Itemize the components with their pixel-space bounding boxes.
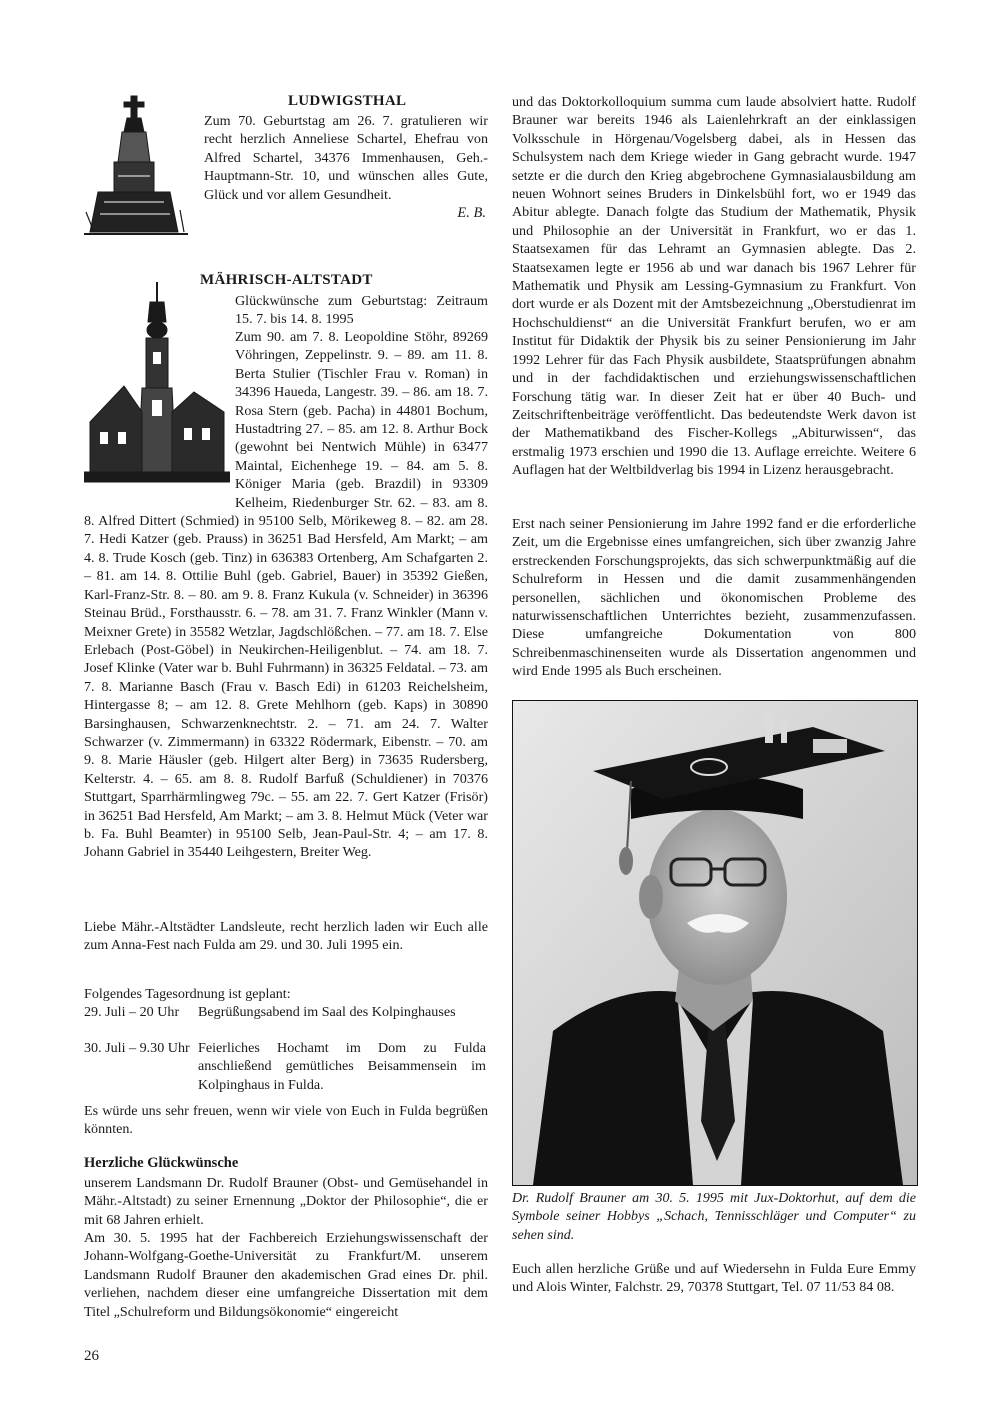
maehrisch-altstadt-heading: MÄHRISCH-ALTSTADT (200, 272, 373, 288)
photo-caption: Dr. Rudolf Brauner am 30. 5. 1995 mit Jux-Doktorhut, auf dem die Symbole seiner Hobbys „Schach, Tennisschläger und Computer“ zu sehen sind. (512, 1191, 916, 1243)
birthday-list-container (84, 328, 488, 862)
agenda-event: Feierliches Hochamt im Dom zu Fulda anschließend gemütliches Beisammensein im Kolpinghaus in Fulda. (198, 1040, 486, 1093)
ludwigsthal-monument-illustration (84, 92, 188, 242)
ludwigsthal-heading: LUDWIGSTHAL (288, 93, 407, 109)
agenda-time: 30. Juli – 9.30 Uhr (84, 1040, 190, 1056)
agenda-item (84, 1039, 488, 1095)
closing-greeting: Euch allen herzliche Grüße und auf Wiedersehn in Fulda Eure Emmy und Alois Winter, Falchstr. 29, 70378 Stuttgart, Tel. 07 11/53 84 08. (512, 1261, 916, 1296)
brauner-heading: Herzliche Glückwünsche (84, 1155, 239, 1171)
invitation-closing: Es würde uns sehr freuen, wenn wir viele von Euch in Fulda begrüßen könnten. (84, 1103, 488, 1138)
invitation-text: Liebe Mähr.-Altstädter Landsleute, recht herzlich laden wir Euch alle zum Anna-Fest nach Fulda am 29. und 30. Juli 1995 ein. (84, 919, 488, 954)
agenda-event: Begrüßungsabend im Saal des Kolpinghauses (198, 1004, 456, 1020)
page-number: 26 (84, 1348, 99, 1364)
brauner-intro: unserem Landsmann Dr. Rudolf Brauner (Obst- und Gemüsehandel in Mähr.-Altstadt) zu seiner Ernennung „Doktor der Philosophie“, die er mit 68 Jahren erhielt. (84, 1175, 488, 1228)
agenda-item (84, 1003, 488, 1039)
ludwigsthal-signature: E. B. (457, 205, 486, 221)
agenda-time: 29. Juli – 20 Uhr (84, 1004, 180, 1020)
brauner-biography: und das Doktorkolloquium summa cum laude absolviert hatte. Rudolf Brauner war bereits 1946 als Laienlehrkraft an der einklassigen Volksschule in Hörgenau/Vogelsberg dabei, als in Hessen das Schulsystem nach dem Kriege wieder in Gang gebracht wurde. 1947 setzte er die durch den Krieg abgebrochene Gymnasialausbildung am neuen Wohnort seines Bruders in Dinkelsbühl fort, wo er 1949 das Abitur ablegte. Danach folgte das Studium der Mathematik, Physik und Philosophie an der Universität in Frankfurt, wo er das 1. Staatsexamen für das Lehramt an Gymnasien ablegte. Das 2. Staatsexamen legte er 1956 ab und war danach bis 1967 Lehrer für Mathematik und Physik am Lessing-Gymnasium zu Frankfurt. Von dort wurde er als Dozent mit der Amtsbezeichnung „Oberstudienrat im Hochschuldienst“ an die Universität Frankfurt berufen, wo er am Institut für Didaktik der Physik bis zu seiner Pensionierung im Jahr 1992 Lehrer für das Fach Physik ausbildete, Staatsprüfungen abnahm und in der fachdidaktischen und erziehungswissenschaftlichen Forschung tätig war. In dieser Zeit hat er über 40 Buch- und Zeitschriftenbeiträge veröffentlicht. Das bedeutendste Werk davon ist der Mathematikband des Fischer-Kollegs „Abiturwissen“, das erstmalig 1973 erschien und 1990 die 13. Auflage erreichte. Weitere 6 Auflagen hat der Weltbildverlag bis 1994 in Lizenz herausgebracht. (512, 94, 916, 479)
float-spacer (84, 328, 235, 510)
brauner-paragraph: Am 30. 5. 1995 hat der Fachbereich Erziehungswissenschaft der Johann-Wolfgang-Goethe-Universität zu Frankfurt/M. unserem Landsmann Rudolf Brauner den akademischen Grad eines Dr. phil. verliehen, nachdem dieser eine umfangreiche Dissertation mit dem Titel „Schulreform und Bildungsökonomie“ eingereicht (84, 1230, 488, 1320)
brauner-research: Erst nach seiner Pensionierung im Jahre 1992 fand er die erforderliche Zeit, um die Ergebnisse eines umfangreichen, sich über zwanzig Jahre erstreckenden Forschungsprojekts, das sich schwerpunktmäßig auf die Schulreform in Hessen und die damit zusammenhängenden personellen, sächlichen und ökonomischen Probleme des naturwissenschaftlichen Unterrichtes bezieht, zusammenzufassen. Diese umfangreiche Dokumentation von 800 Schreibenmaschinenseiten wurde als Dissertation angenommen und wird Ende 1995 als Buch erscheinen. (512, 516, 916, 680)
agenda-intro: Folgendes Tagesordnung ist geplant: (84, 986, 291, 1002)
brauner-portrait-photo (512, 700, 918, 1186)
ludwigsthal-text: Zum 70. Geburtstag am 26. 7. gratulieren wir recht herzlich Anneliese Schartel, Ehefrau von Alfred Schartel, 34376 Immenhausen, Geh.-Hauptmann-Str. 10, und wünschen alles Gute, Glück und vor allem Gesundheit. (204, 113, 488, 203)
maehrisch-altstadt-intro: Glückwünsche zum Geburtstag: Zeitraum 15. 7. bis 14. 8. 1995 (235, 293, 488, 328)
agenda-list (84, 1003, 488, 1095)
birthday-list: Zum 90. am 7. 8. Leopoldine Stöhr, 89269 Vöhringen, Zeppelinstr. 9. – 89. am 11. 8. Berta Stulier (Tischler Frau v. Roman) in 34396 Haueda, Langestr. 39. – 86. am 18. 7. Rosa Stern (geb. Pacha) in 44801 Bochum, Hustadtring 27. – 85. am 12. 8. Arthur Bock (gewohnt bei Nentwich Mühle) in 63477 Maintal, Eichenhege 19. – 84. am 5. 8. Königer Maria (geb. Brazdil) in 93309 Kelheim, Riedenburger Str. 62. – 83. am 8. 8. Alfred Dittert (Schmied) in 95100 Selb, Mörikeweg 8. – 82. am 28. 7. Hedi Katzer (geb. Prauss) in 36251 Bad Hersfeld, Am Markt; – am 4. 8. Trude Kosch (geb. Tinz) in 636383 Ortenberg, Am Schafgarten 2. – 81. am 14. 8. Ottilie Buhl (geb. Gabriel, Bauer) in 35392 Gießen, Karl-Franz-Str. 8. – 80. am 9. 8. Franz Kukula (v. Schneider) in 36396 Steinau Brüd., Forsthausstr. 6. – 78. am 31. 7. Franz Winkler (Mann v. Meixner Grete) in 35582 Wetzlar, Jagdschlößchen. – 77. am 18. 7. Else Erlebach (Post-Göbel) in Neukirchen-Heiligenblut. – 74. am 18. 7. Josef Klinke (Vater war b. Buhl Fuhrmann) in 36325 Feldatal. – 73. am 7. 8. Marianne Basch (Frau v. Basch Edi) in 61203 Reichelsheim, Hintergasse 8; – am 12. 8. Grete Mehlhorn (geb. Kaps) in 30890 Barsinghausen, Schwarzenknechtstr. 2. – 71. am 24. 7. Walter Schwarzer (v. Zimmermann) in 63322 Rödermark, Eibenstr. – 70. am 9. 8. Marie Häusler (geb. Hilgert alter Berg) in 73635 Rudersberg, Kelterstr. 4. – 65. am 8. 8. Rudolf Barfuß (Schuldiener) in 70376 Stuttgart, Sparrhärmlingweg 79c. – 55. am 22. 7. Gert Katzer (Frisör) in 36251 Bad Hersfeld, Am Markt; – am 3. 8. Helmut Mück (Veter war b. Fa. Buhl Beamter) in 95100 Selb, Jean-Paul-Str. 4; – am 17. 8. Johann Gabriel in 35440 Leihgestern, Breiter Weg. (84, 329, 488, 861)
